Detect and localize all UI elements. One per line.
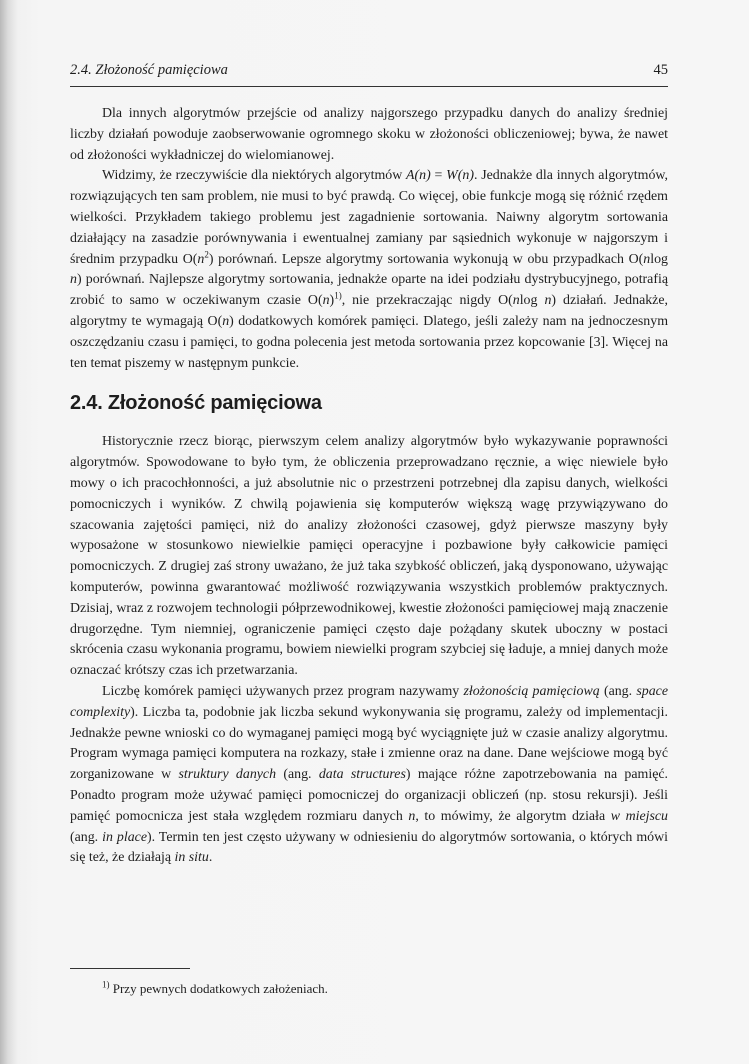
header-rule: [70, 86, 668, 87]
running-header: [70, 62, 668, 79]
paragraph-1: Dla innych algorytmów przejście od analizy najgorszego przypadku danych do analizy średniej liczby działań powoduje zaobserwowanie ogromnego skoku w złożoności obliczeniowej; bywa, że nawet od złożoności wykładniczej do wielomianowej.: [70, 106, 668, 163]
footnote-marker: 1): [102, 979, 110, 990]
paragraph-3: Historycznie rzecz biorąc, pierwszym celem analizy algorytmów było wykazywanie poprawności algorytmów. Spowodowane to było tym, że obliczenia przeprowadzano ręcznie, a więc niewiele było mowy o ich pracochłonności, a już absolutnie nic o przestrzeni potrzebnej dla zapisu danych, wielkości pomocniczych i wyników. Z chwilą pojawienia się komputerów większą wagę przywiązywano do szacowania zajętości pamięci, niż do analizy złożoności czasowej, gdyż pierwsze maszyny były wyposażone w stosunkowo niewielkie pamięci operacyjne i pozbawione były całkowicie pamięci pomocniczych. Z drugiej zaś strony uważano, że już taka szybkość obliczeń, jaką dysponowano, używając komputerów, powinna gwarantować możliwość rozwiązywania wszystkich problemów praktycznych. Dzisiaj, wraz z rozwojem technologii półprzewodnikowej, kwestie złożoności pamięciowej mają znaczenie drugorzędne. Tym niemniej, ograniczenie pamięci często daje pożądany skutek uboczny w postaci skrócenia czasu wykonania programu, bowiem niewielki program szybciej się ładuje, a mniej danych może oznaczać krótszy czas ich przetwarzania.: [70, 434, 668, 679]
footnote: [102, 981, 328, 997]
paragraph-2: Widzimy, że rzeczywiście dla niektórych algorytmów A(n) = W(n). Jednakże dla innych algorytmów, rozwiązujących ten sam problem, nie musi to być prawdą. Co więcej, obie funkcje mogą się różnić rzędem wielkości. Przykładem takiego problemu jest zagadnienie sortowania. Naiwny algorytm sortowania działający na zasadzie porównywania i ewentualnej zamiany par sąsiednich wykonuje w najgorszym i średnim przypadku $O(n^2)$ porównań. Lepsze algorytmy sortowania wykonują w obu przypadkach O(nlog n) porównań. Najlepsze algorytmy sortowania, jednakże oparte na idei podziału dystrybucyjnego, potrafią zrobić to samo w oczekiwanym czasie $O(n)^{1)}$, nie przekraczając nigdy O(nlog n) działań. Jednakże, algorytmy te wymagają O(n) dodatkowych komórek pamięci. Dlatego, jeśli zależy nam na jednoczesnym oszczędzaniu czasu i pamięci, to godna polecenia jest metoda sortowania przez kopcowanie [3]. Więcej na ten temat piszemy w następnym punkcie.: [70, 168, 668, 371]
footnote-text: Przy pewnych dodatkowych założeniach.: [109, 981, 328, 996]
paragraph-4: Liczbę komórek pamięci używanych przez program nazywamy złożonością pamięciową (ang. space complexity). Liczba ta, podobnie jak liczba sekund wykonywania się programu, zależy od implementacji. Jednakże pewne wnioski co do wymaganej pamięci mogą być wyciągnięte już w czasie analizy algorytmu. Program wymaga pamięci komputera na rozkazy, stałe i zmienne oraz na dane. Dane wejściowe mogą być zorganizowane w struktury danych (ang. data structures) mające różne zapotrzebowania na pamięć. Ponadto program może używać pamięci pomocniczej do organizacji obliczeń (np. stosu rekursji). Jeśli pamięć pomocnicza jest stała względem rozmiaru danych n, to mówimy, że algorytm działa w miejscu (ang. in place). Termin ten jest często używany w odniesieniu do algorytmów sortowania, o których mówi się też, że działają in situ.: [70, 683, 669, 866]
body-text: [70, 104, 668, 869]
running-title: 2.4. Złożoność pamięciowa: [70, 62, 228, 78]
exponent: 2: [204, 248, 209, 259]
footnote-ref: 1): [334, 290, 342, 301]
footnote-rule: [70, 968, 190, 969]
page-number: 45: [653, 62, 668, 78]
section-heading: 2.4. Złożoność pamięciowa: [70, 392, 322, 415]
